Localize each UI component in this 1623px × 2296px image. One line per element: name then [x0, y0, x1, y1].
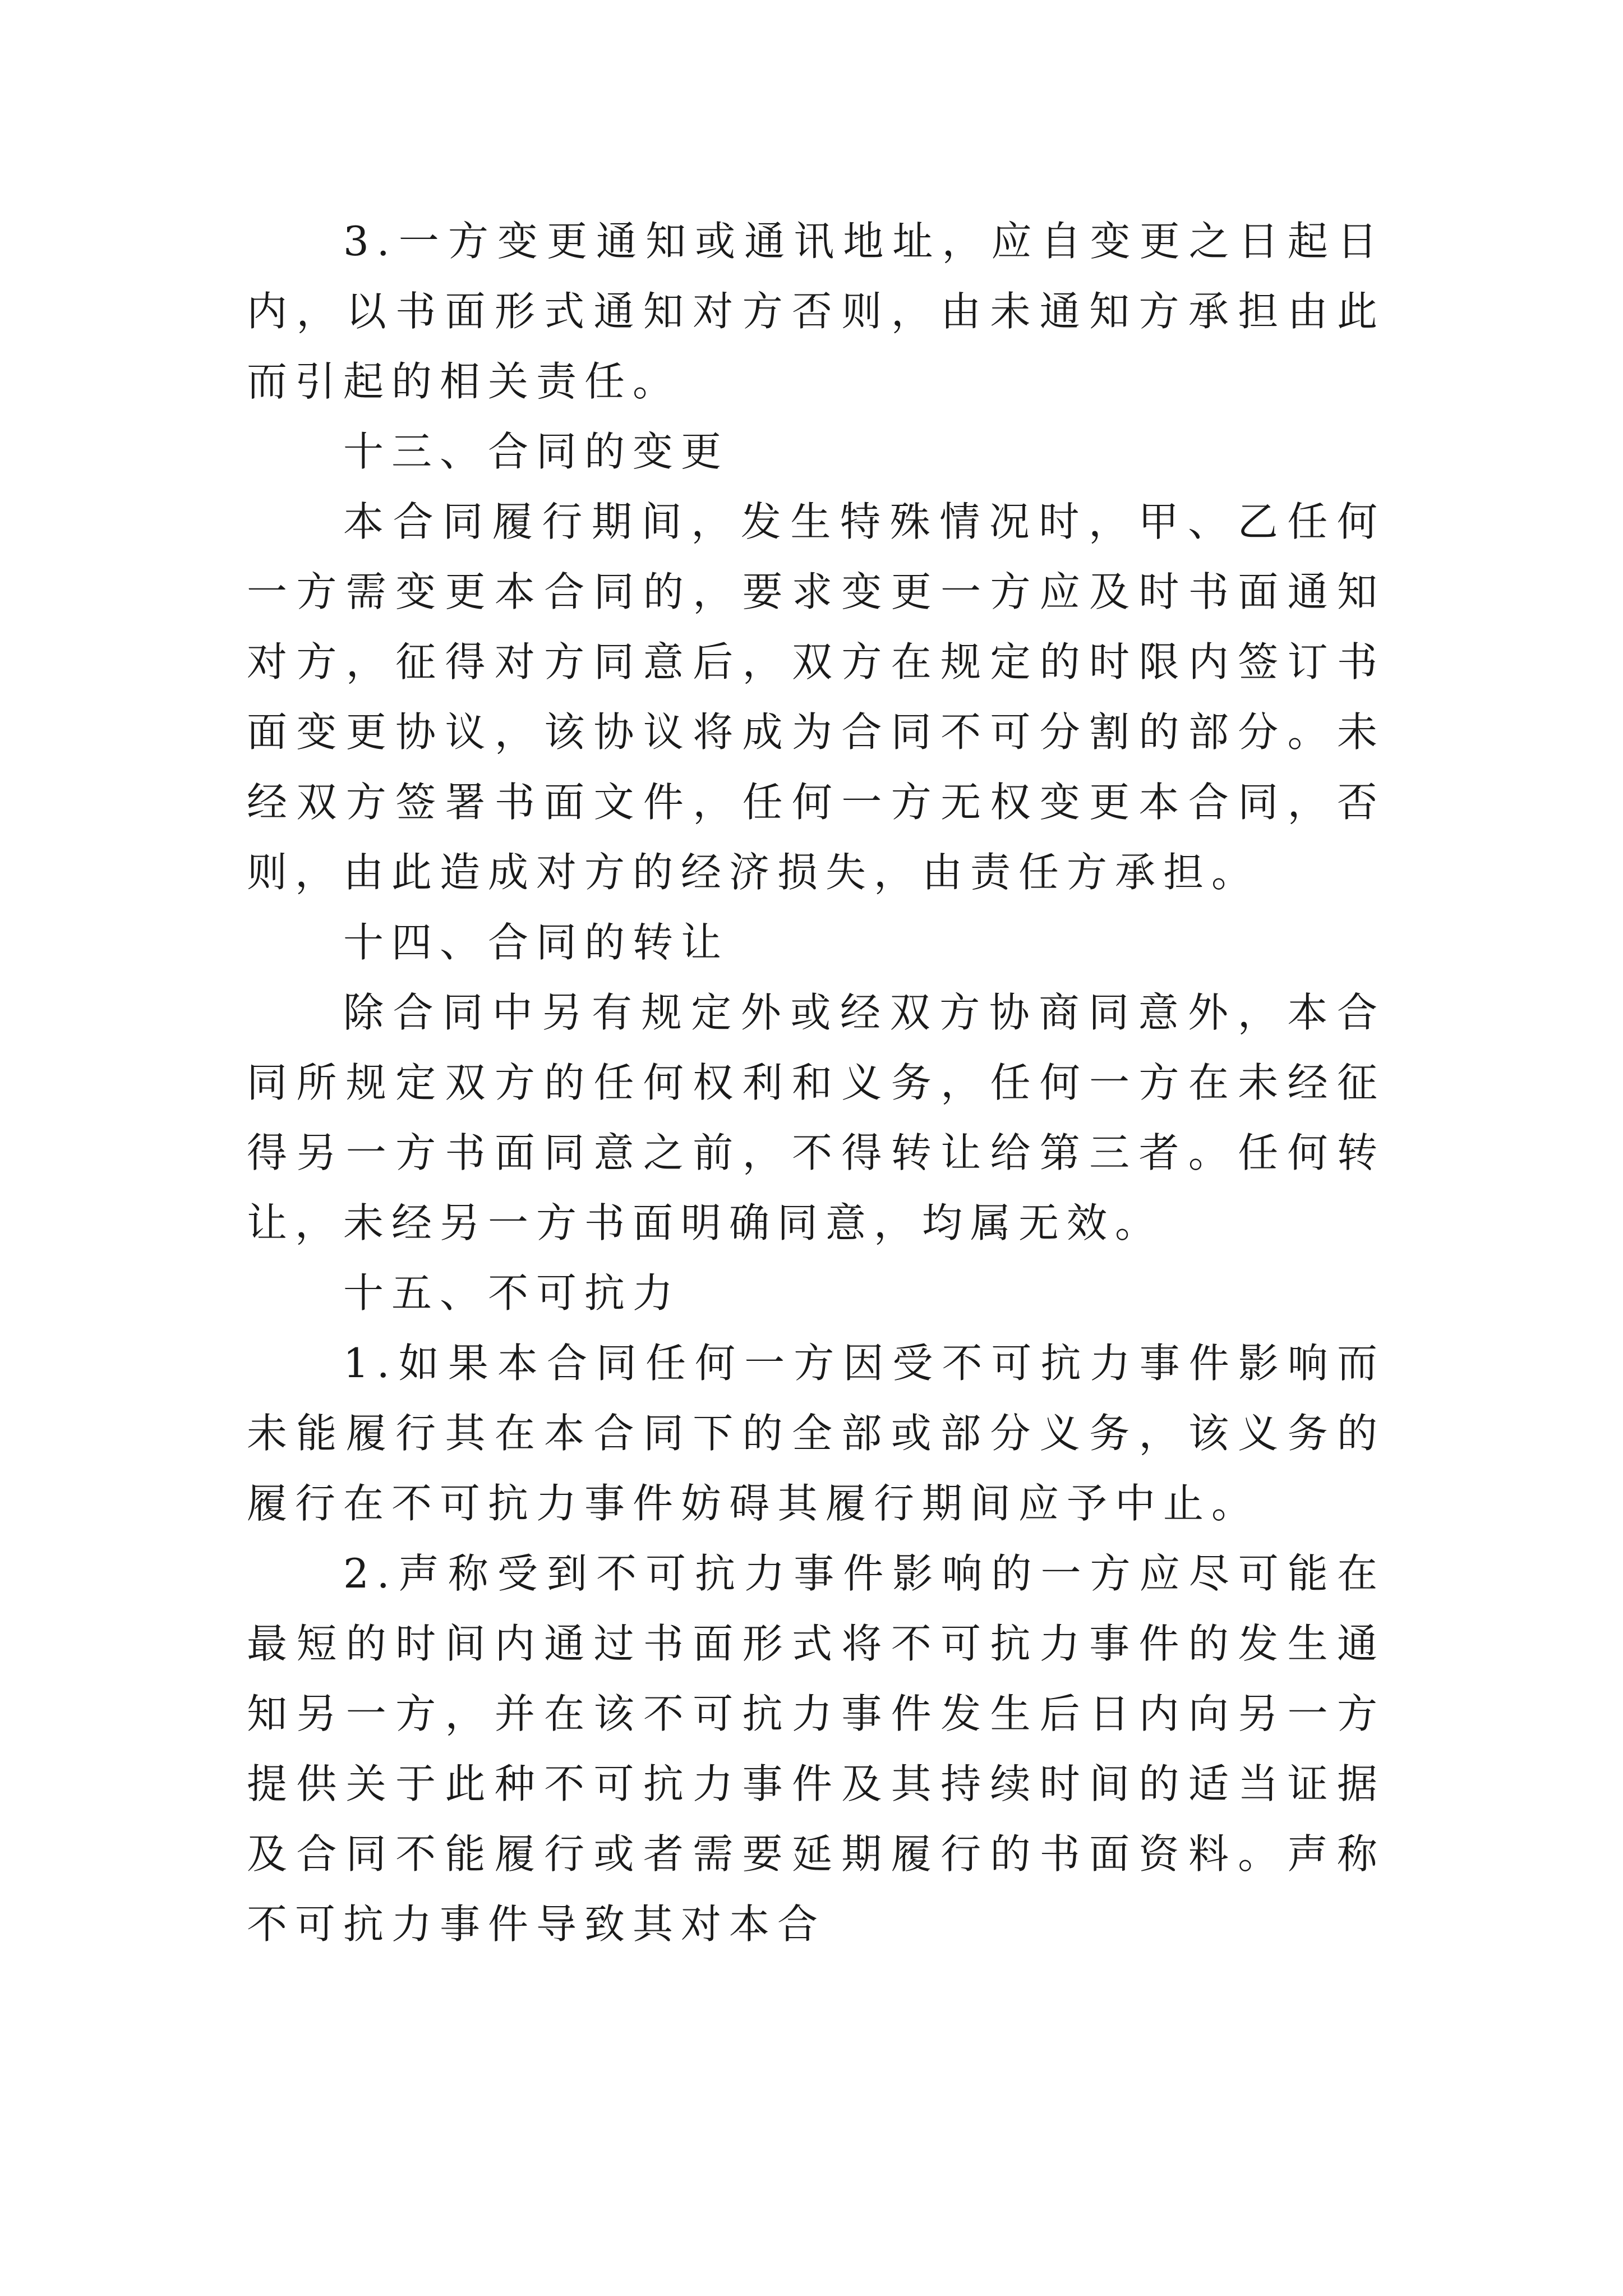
document-body: [247, 206, 1385, 1959]
paragraph-contract-transfer: 除合同中另有规定外或经双方协商同意外，本合同所规定双方的任何权利和义务，任何一方在未经征得另一方书面同意之前，不得转让给第三者。任何转让，未经另一方书面明确同意，均属无效。: [247, 989, 1385, 1246]
paragraph-force-majeure-2: 2.声称受到不可抗力事件影响的一方应尽可能在最短的时间内通过书面形式将不可抗力事件的发生通知另一方，并在该不可抗力事件发生后日内向另一方提供关于此种不可抗力事件及其持续时间的适当证据及合同不能履行或者需要延期履行的书面资料。声称不可抗力事件导致其对本合: [247, 1550, 1385, 1948]
paragraph-force-majeure-1: 1.如果本合同任何一方因受不可抗力事件影响而未能履行其在本合同下的全部或部分义务，该义务的履行在不可抗力事件妨碍其履行期间应予中止。: [247, 1340, 1385, 1527]
section-heading-14: 十四、合同的转让: [343, 919, 730, 966]
section-heading-13: 十三、合同的变更: [343, 428, 730, 475]
paragraph-address-change: 3.一方变更通知或通讯地址，应自变更之日起日内，以书面形式通知对方否则，由未通知方承担由此而引起的相关责任。: [247, 218, 1385, 405]
paragraph-contract-change: 本合同履行期间，发生特殊情况时，甲、乙任何一方需变更本合同的，要求变更一方应及时书面通知对方，征得对方同意后，双方在规定的时限内签订书面变更协议，该协议将成为合同不可分割的部分。未经双方签署书面文件，任何一方无权变更本合同，否则，由此造成对方的经济损失，由责任方承担。: [247, 498, 1385, 896]
section-heading-15: 十五、不可抗力: [343, 1269, 681, 1317]
